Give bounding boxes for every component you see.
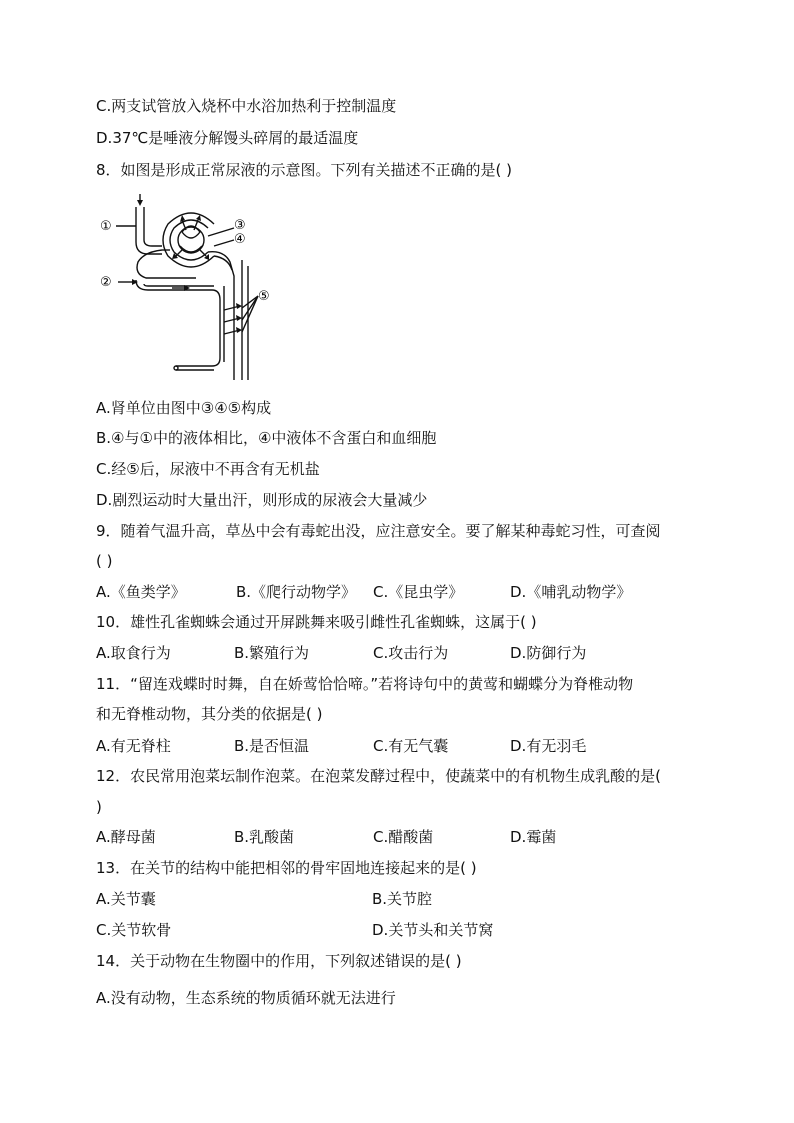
q7-option-c: C.两支试管放入烧杯中水浴加热利于控制温度 [96,97,397,115]
q14-option-a: A.没有动物，生态系统的物质循环就无法进行 [96,989,396,1007]
q13-option-a: A.关节囊 [96,890,156,908]
q10-stem: 10．雄性孔雀蜘蛛会通过开屏跳舞来吸引雌性孔雀蜘蛛，这属于( ) [96,613,537,631]
q8-stem: 8．如图是形成正常尿液的示意图。下列有关描述不正确的是( ) [96,161,513,179]
q11-option-b: B.是否恒温 [234,737,310,755]
q12-stem-cont: ) [96,798,102,816]
q10-option-a: A.取食行为 [96,644,171,662]
q9-option-a: A.《鱼类学》 [96,583,186,601]
q7-option-d: D.37℃是唾液分解馒头碎屑的最适温度 [96,129,359,147]
q11-stem-cont: 和无脊椎动物，其分类的依据是( ) [96,705,323,723]
q10-option-d: D.防御行为 [510,644,587,662]
q13-option-b: B.关节腔 [372,890,433,908]
nephron-diagram [96,190,286,390]
q8-option-c: C.经⑤后，尿液中不再含有无机盐 [96,460,320,478]
q12-stem: 12．农民常用泡菜坛制作泡菜。在泡菜发酵过程中，使蔬菜中的有机物生成乳酸的是( [96,767,661,785]
q9-option-d: D.《哺乳动物学》 [510,583,632,601]
q13-option-d: D.关节头和关节窝 [372,921,494,939]
label-3: ③ [234,218,246,233]
q11-option-d: D.有无羽毛 [510,737,587,755]
q9-stem-cont: ( ) [96,552,113,570]
q8-option-a: A.肾单位由图中③④⑤构成 [96,399,272,417]
label-4: ④ [234,232,246,247]
q11-stem: 11．“留连戏蝶时时舞，自在娇莺恰恰啼。”若将诗句中的黄莺和蝴蝶分为脊椎动物 [96,675,634,693]
q12-option-d: D.霉菌 [510,828,557,846]
q13-option-c: C.关节软骨 [96,921,172,939]
q12-option-b: B.乳酸菌 [234,828,295,846]
q12-option-c: C.醋酸菌 [373,828,434,846]
label-1: ① [100,219,112,234]
q9-option-c: C.《昆虫学》 [373,583,464,601]
q14-stem: 14．关于动物在生物圈中的作用，下列叙述错误的是( ) [96,952,462,970]
q10-option-c: C.攻击行为 [373,644,449,662]
q8-option-d: D.剧烈运动时大量出汗，则形成的尿液会大量减少 [96,491,428,509]
label-5: ⑤ [258,289,270,304]
q12-option-a: A.酵母菌 [96,828,156,846]
q11-option-c: C.有无气囊 [373,737,449,755]
q9-option-b: B.《爬行动物学》 [236,583,357,601]
q9-stem: 9．随着气温升高，草丛中会有毒蛇出没，应注意安全。要了解某种毒蛇习性，可查阅 [96,522,661,540]
q10-option-b: B.繁殖行为 [234,644,310,662]
q11-option-a: A.有无脊柱 [96,737,171,755]
q8-option-b: B.④与①中的液体相比，④中液体不含蛋白和血细胞 [96,429,437,447]
q13-stem: 13．在关节的结构中能把相邻的骨牢固地连接起来的是( ) [96,859,477,877]
label-2: ② [100,275,112,290]
